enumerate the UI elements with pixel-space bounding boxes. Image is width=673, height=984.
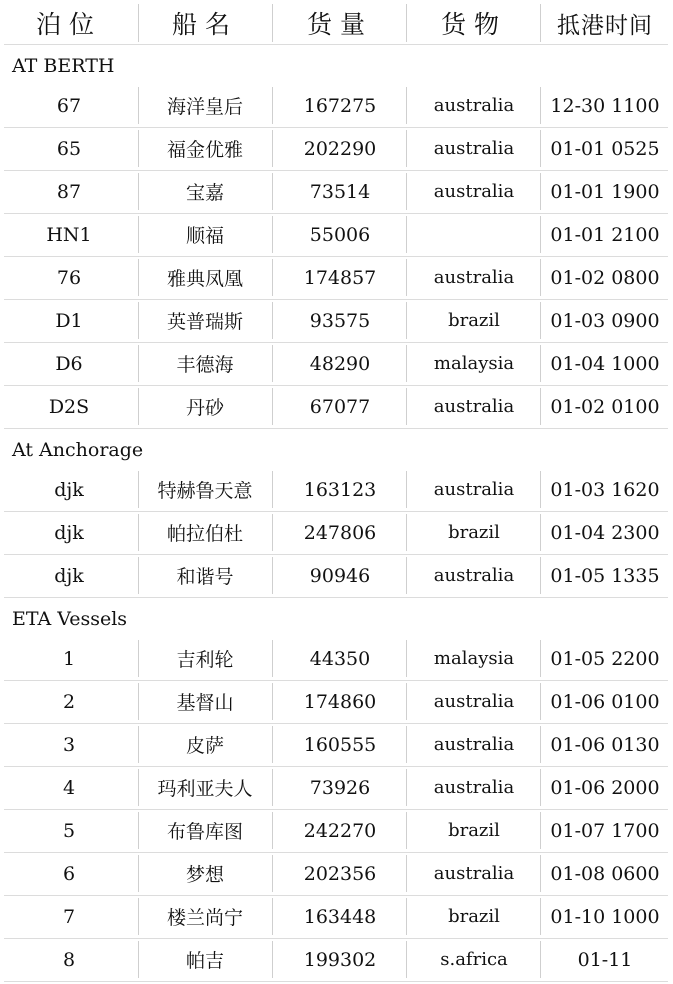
vessel-name-cell: 英普瑞斯	[166, 311, 243, 333]
table-row	[4, 938, 668, 981]
column-divider	[138, 87, 139, 124]
column-divider	[540, 388, 541, 425]
berth-cell: 8	[62, 948, 76, 971]
column-divider	[272, 87, 273, 124]
cargo-origin-cell: brazil	[448, 906, 500, 927]
column-divider	[406, 388, 407, 425]
column-divider	[272, 216, 273, 253]
table-row	[4, 127, 668, 170]
column-divider	[272, 173, 273, 210]
column-divider	[138, 898, 139, 935]
table-row	[4, 554, 668, 597]
table-row	[4, 511, 668, 554]
column-divider	[272, 130, 273, 167]
row-divider	[4, 428, 668, 429]
column-divider	[272, 640, 273, 677]
arrival-time-cell: 01-04 2300	[550, 521, 660, 544]
cargo-origin-cell: australia	[433, 777, 515, 798]
cargo-origin-cell: australia	[433, 479, 515, 500]
table-row	[4, 342, 668, 385]
table-row	[4, 468, 668, 511]
cargo-quantity-cell: 90946	[309, 564, 371, 587]
berth-cell: 1	[62, 647, 76, 670]
column-divider	[138, 683, 139, 720]
vessel-name-cell: 楼兰尚宁	[166, 907, 243, 929]
cargo-origin-cell: australia	[433, 691, 515, 712]
berth-cell: 7	[62, 905, 76, 928]
arrival-time-cell: 01-03 1620	[550, 478, 660, 501]
cargo-quantity-cell: 174860	[303, 690, 377, 713]
cargo-quantity-cell: 48290	[309, 352, 371, 375]
cargo-quantity-cell: 202290	[303, 137, 377, 160]
cargo-origin-cell: brazil	[448, 820, 500, 841]
header-berth: 泊位	[35, 10, 102, 39]
column-divider	[540, 259, 541, 296]
column-divider	[272, 4, 273, 42]
cargo-origin-cell: malaysia	[433, 353, 515, 374]
column-divider	[138, 345, 139, 382]
vessel-name-cell: 吉利轮	[176, 649, 234, 671]
arrival-time-cell: 01-05 2200	[550, 647, 660, 670]
column-divider	[406, 345, 407, 382]
column-divider	[272, 898, 273, 935]
column-divider	[138, 855, 139, 892]
column-divider	[406, 471, 407, 508]
arrival-time-cell: 01-01 2100	[550, 223, 660, 246]
table-row	[4, 895, 668, 938]
column-divider	[272, 514, 273, 551]
cargo-origin-cell: australia	[433, 267, 515, 288]
column-divider	[138, 173, 139, 210]
vessel-name-cell: 帕拉伯杜	[166, 523, 243, 545]
cargo-quantity-cell: 247806	[303, 521, 377, 544]
header-cargo-quantity: 货量	[306, 10, 373, 39]
berth-cell: djk	[54, 478, 84, 501]
arrival-time-cell: 01-07 1700	[550, 819, 660, 842]
vessel-name-cell: 和谐号	[176, 566, 234, 588]
column-divider	[406, 557, 407, 594]
berth-cell: 4	[62, 776, 76, 799]
table-row	[4, 809, 668, 852]
cargo-quantity-cell: 73514	[309, 180, 371, 203]
column-divider	[272, 388, 273, 425]
cargo-origin-cell: australia	[433, 95, 515, 116]
column-divider	[138, 302, 139, 339]
berth-cell: 65	[56, 137, 82, 160]
row-divider	[4, 981, 668, 982]
arrival-time-cell: 01-11	[577, 948, 633, 971]
column-divider	[138, 726, 139, 763]
column-divider	[138, 640, 139, 677]
column-divider	[272, 941, 273, 978]
column-divider	[272, 259, 273, 296]
cargo-origin-cell: australia	[433, 565, 515, 586]
column-divider	[138, 259, 139, 296]
column-divider	[272, 557, 273, 594]
section-at-anchorage-title: At Anchorage	[12, 439, 144, 461]
vessel-name-cell: 帕吉	[185, 950, 224, 972]
table-row	[4, 84, 668, 127]
arrival-time-cell: 01-02 0100	[550, 395, 660, 418]
column-divider	[406, 683, 407, 720]
column-divider	[406, 130, 407, 167]
cargo-origin-cell: australia	[433, 138, 515, 159]
table-row	[4, 637, 668, 680]
cargo-quantity-cell: 67077	[309, 395, 371, 418]
column-divider	[272, 769, 273, 806]
berth-cell: 87	[56, 180, 82, 203]
cargo-quantity-cell: 73926	[309, 776, 371, 799]
berth-cell: 5	[62, 819, 76, 842]
column-divider	[540, 87, 541, 124]
column-divider	[540, 812, 541, 849]
berth-cell: 67	[56, 94, 82, 117]
column-divider	[138, 130, 139, 167]
berth-cell: djk	[54, 564, 84, 587]
berth-cell: 76	[56, 266, 82, 289]
cargo-quantity-cell: 199302	[303, 948, 377, 971]
arrival-time-cell: 01-10 1000	[550, 905, 660, 928]
column-divider	[540, 769, 541, 806]
vessel-name-cell: 基督山	[176, 692, 234, 714]
header-arrival-time: 抵港时间	[557, 12, 653, 39]
column-divider	[540, 173, 541, 210]
vessel-name-cell: 布鲁库图	[166, 821, 243, 843]
arrival-time-cell: 12-30 1100	[550, 94, 660, 117]
table-row	[4, 170, 668, 213]
column-divider	[540, 345, 541, 382]
table-row	[4, 766, 668, 809]
cargo-origin-cell: australia	[433, 181, 515, 202]
column-divider	[272, 855, 273, 892]
berth-cell: D2S	[48, 395, 90, 418]
header-vessel-name: 船名	[171, 10, 238, 39]
column-divider	[138, 388, 139, 425]
row-divider	[4, 597, 668, 598]
cargo-quantity-cell: 93575	[309, 309, 371, 332]
table-row	[4, 385, 668, 428]
vessel-name-cell: 丹砂	[185, 397, 224, 419]
column-divider	[406, 898, 407, 935]
vessel-name-cell: 雅典凤凰	[166, 268, 243, 290]
cargo-quantity-cell: 163448	[303, 905, 377, 928]
column-divider	[272, 812, 273, 849]
column-divider	[406, 855, 407, 892]
column-divider	[540, 130, 541, 167]
column-divider	[540, 941, 541, 978]
header-cargo-origin: 货物	[440, 10, 507, 39]
column-divider	[540, 4, 541, 42]
arrival-time-cell: 01-01 1900	[550, 180, 660, 203]
cargo-quantity-cell: 160555	[303, 733, 377, 756]
arrival-time-cell: 01-08 0600	[550, 862, 660, 885]
column-divider	[272, 683, 273, 720]
cargo-origin-cell: brazil	[448, 310, 500, 331]
column-divider	[406, 769, 407, 806]
table-row	[4, 723, 668, 766]
column-divider	[540, 557, 541, 594]
column-divider	[406, 812, 407, 849]
vessel-name-cell: 特赫鲁天意	[157, 480, 253, 502]
table-row	[4, 299, 668, 342]
berth-cell: 3	[62, 733, 76, 756]
cargo-origin-cell: brazil	[448, 522, 500, 543]
cargo-quantity-cell: 167275	[303, 94, 377, 117]
vessel-name-cell: 皮萨	[185, 735, 224, 757]
arrival-time-cell: 01-05 1335	[550, 564, 660, 587]
row-divider	[4, 44, 668, 45]
cargo-origin-cell: australia	[433, 734, 515, 755]
table-row	[4, 680, 668, 723]
cargo-quantity-cell: 174857	[303, 266, 377, 289]
cargo-quantity-cell: 242270	[303, 819, 377, 842]
section-at-berth-title: AT BERTH	[12, 55, 115, 77]
column-divider	[138, 769, 139, 806]
table-header-row	[4, 0, 668, 46]
arrival-time-cell: 01-06 2000	[550, 776, 660, 799]
arrival-time-cell: 01-03 0900	[550, 309, 660, 332]
arrival-time-cell: 01-04 1000	[550, 352, 660, 375]
column-divider	[540, 640, 541, 677]
column-divider	[540, 216, 541, 253]
table-row	[4, 256, 668, 299]
berth-cell: 6	[62, 862, 76, 885]
column-divider	[540, 726, 541, 763]
arrival-time-cell: 01-02 0800	[550, 266, 660, 289]
column-divider	[540, 855, 541, 892]
table-row	[4, 213, 668, 256]
column-divider	[138, 941, 139, 978]
vessel-name-cell: 梦想	[185, 864, 224, 886]
column-divider	[138, 557, 139, 594]
berth-cell: D6	[55, 352, 83, 375]
cargo-quantity-cell: 55006	[309, 223, 371, 246]
column-divider	[540, 514, 541, 551]
column-divider	[138, 812, 139, 849]
column-divider	[138, 4, 139, 42]
column-divider	[406, 4, 407, 42]
vessel-name-cell: 福金优雅	[166, 139, 243, 161]
vessel-name-cell: 顺福	[185, 225, 224, 247]
column-divider	[406, 216, 407, 253]
vessel-name-cell: 海洋皇后	[166, 96, 243, 118]
cargo-origin-cell: australia	[433, 863, 515, 884]
berth-cell: 2	[62, 690, 76, 713]
column-divider	[272, 471, 273, 508]
cargo-origin-cell: malaysia	[433, 648, 515, 669]
arrival-time-cell: 01-06 0130	[550, 733, 660, 756]
column-divider	[406, 726, 407, 763]
column-divider	[138, 216, 139, 253]
column-divider	[272, 726, 273, 763]
column-divider	[406, 640, 407, 677]
column-divider	[272, 345, 273, 382]
column-divider	[406, 302, 407, 339]
cargo-origin-cell: s.africa	[440, 949, 508, 970]
arrival-time-cell: 01-06 0100	[550, 690, 660, 713]
cargo-origin-cell	[408, 213, 540, 256]
section-eta-vessels-title: ETA Vessels	[12, 608, 128, 630]
cargo-quantity-cell: 202356	[303, 862, 377, 885]
column-divider	[406, 173, 407, 210]
column-divider	[540, 683, 541, 720]
column-divider	[138, 471, 139, 508]
cargo-quantity-cell: 44350	[309, 647, 371, 670]
column-divider	[540, 898, 541, 935]
column-divider	[406, 941, 407, 978]
table-row	[4, 852, 668, 895]
column-divider	[540, 471, 541, 508]
vessel-name-cell: 宝嘉	[185, 182, 224, 204]
cargo-origin-cell: australia	[433, 396, 515, 417]
berth-cell: HN1	[46, 223, 92, 246]
column-divider	[406, 514, 407, 551]
vessel-name-cell: 玛利亚夫人	[157, 778, 253, 800]
column-divider	[406, 259, 407, 296]
arrival-time-cell: 01-01 0525	[550, 137, 660, 160]
berth-cell: djk	[54, 521, 84, 544]
column-divider	[540, 302, 541, 339]
cargo-quantity-cell: 163123	[303, 478, 377, 501]
column-divider	[406, 87, 407, 124]
column-divider	[138, 514, 139, 551]
vessel-name-cell: 丰德海	[176, 354, 234, 376]
column-divider	[272, 302, 273, 339]
berth-cell: D1	[55, 309, 83, 332]
